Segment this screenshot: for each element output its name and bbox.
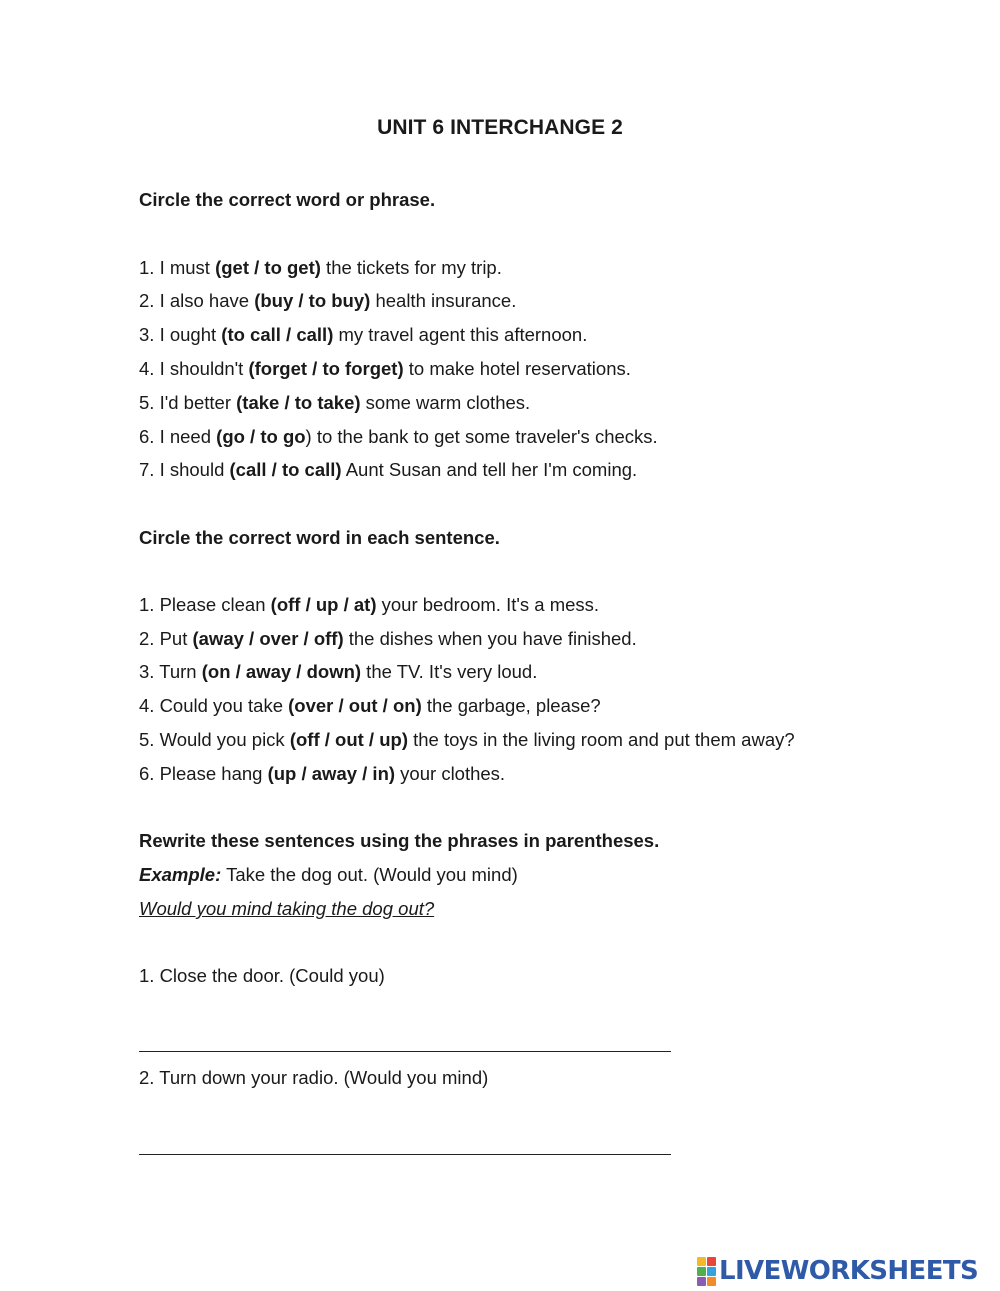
answer-blank-2[interactable] [139, 1154, 671, 1155]
logo-blocks-icon [697, 1257, 716, 1286]
logo-block [697, 1267, 706, 1276]
section2-item-3 [139, 661, 537, 683]
item-options[interactable]: (off / out / up) [289, 729, 408, 750]
section2-heading: Circle the correct word in each sentence. [139, 527, 500, 548]
logo-block [707, 1277, 716, 1286]
item-options[interactable]: (take / to take) [236, 392, 361, 413]
item-post: the TV. It's very loud. [361, 661, 538, 682]
item-options[interactable]: (up / away / in) [267, 763, 396, 784]
section1-item-2 [139, 290, 516, 312]
item-post: Aunt Susan and tell her I'm coming. [341, 459, 638, 480]
item-pre: 6. I need [139, 426, 217, 447]
item-post: the tickets for my trip. [320, 257, 502, 278]
item-pre: 2. Put [139, 628, 193, 649]
section1-heading: Circle the correct word or phrase. [139, 189, 436, 210]
logo-block [707, 1257, 716, 1266]
item-pre: 1. I must [139, 257, 216, 278]
section2-item-2 [139, 628, 637, 650]
section1-item-6 [139, 426, 658, 448]
rewrite-item-2: 2. Turn down your radio. (Would you mind) [139, 1067, 489, 1088]
example-line [139, 864, 518, 886]
item-post: health insurance. [370, 290, 517, 311]
section1-item-5 [139, 392, 530, 414]
item-options[interactable]: (on / away / down) [201, 661, 362, 682]
item-pre: 5. Would you pick [139, 729, 290, 750]
item-post: the dishes when you have finished. [343, 628, 637, 649]
item-options[interactable]: (buy / to buy) [254, 290, 371, 311]
item-options[interactable]: (to call / call) [221, 324, 334, 345]
section2-item-1 [139, 594, 599, 616]
logo-block [697, 1257, 706, 1266]
section3-heading: Rewrite these sentences using the phrases in parentheses. [139, 830, 660, 851]
item-pre: 5. I'd better [139, 392, 237, 413]
item-options[interactable]: (off / up / at) [270, 594, 377, 615]
example-text: Take the dog out. (Would you mind) [221, 864, 518, 885]
section1-item-4 [139, 358, 631, 380]
item-post: your bedroom. It's a mess. [376, 594, 600, 615]
item-options[interactable]: (go / to go [216, 426, 306, 447]
example-answer: Would you mind taking the dog out? [139, 898, 435, 919]
item-post: to make hotel reservations. [403, 358, 631, 379]
logo-block [707, 1267, 716, 1276]
section1-item-1 [139, 257, 502, 279]
item-post: some warm clothes. [360, 392, 531, 413]
item-options[interactable]: (call / to call) [229, 459, 342, 480]
section1-item-3 [139, 324, 587, 346]
item-pre: 1. Please clean [139, 594, 271, 615]
item-pre: 4. I shouldn't [139, 358, 249, 379]
item-pre: 4. Could you take [139, 695, 289, 716]
item-options[interactable]: (get / to get) [215, 257, 321, 278]
example-label: Example: [139, 864, 222, 885]
item-pre: 3. Turn [139, 661, 202, 682]
section1-item-7 [139, 459, 637, 481]
page-title: UNIT 6 INTERCHANGE 2 [377, 116, 623, 139]
section2-item-4 [139, 695, 601, 717]
item-post: my travel agent this afternoon. [333, 324, 588, 345]
item-pre: 6. Please hang [139, 763, 268, 784]
logo-block [697, 1277, 706, 1286]
logo-text: LIVEWORKSHEETS [719, 1256, 979, 1286]
section2-item-6 [139, 763, 505, 785]
item-pre: 2. I also have [139, 290, 255, 311]
item-post: your clothes. [395, 763, 506, 784]
item-pre: 7. I should [139, 459, 230, 480]
item-pre: 3. I ought [139, 324, 222, 345]
item-post: the toys in the living room and put them away? [407, 729, 795, 750]
item-post: the garbage, please? [421, 695, 601, 716]
rewrite-item-1: 1. Close the door. (Could you) [139, 965, 385, 986]
answer-blank-1[interactable] [139, 1051, 671, 1052]
item-options[interactable]: (forget / to forget) [248, 358, 404, 379]
item-post: ) to the bank to get some traveler's checks. [305, 426, 658, 447]
liveworksheets-logo [697, 1256, 978, 1286]
item-options[interactable]: (away / over / off) [192, 628, 344, 649]
section2-item-5 [139, 729, 795, 751]
item-options[interactable]: (over / out / on) [288, 695, 422, 716]
